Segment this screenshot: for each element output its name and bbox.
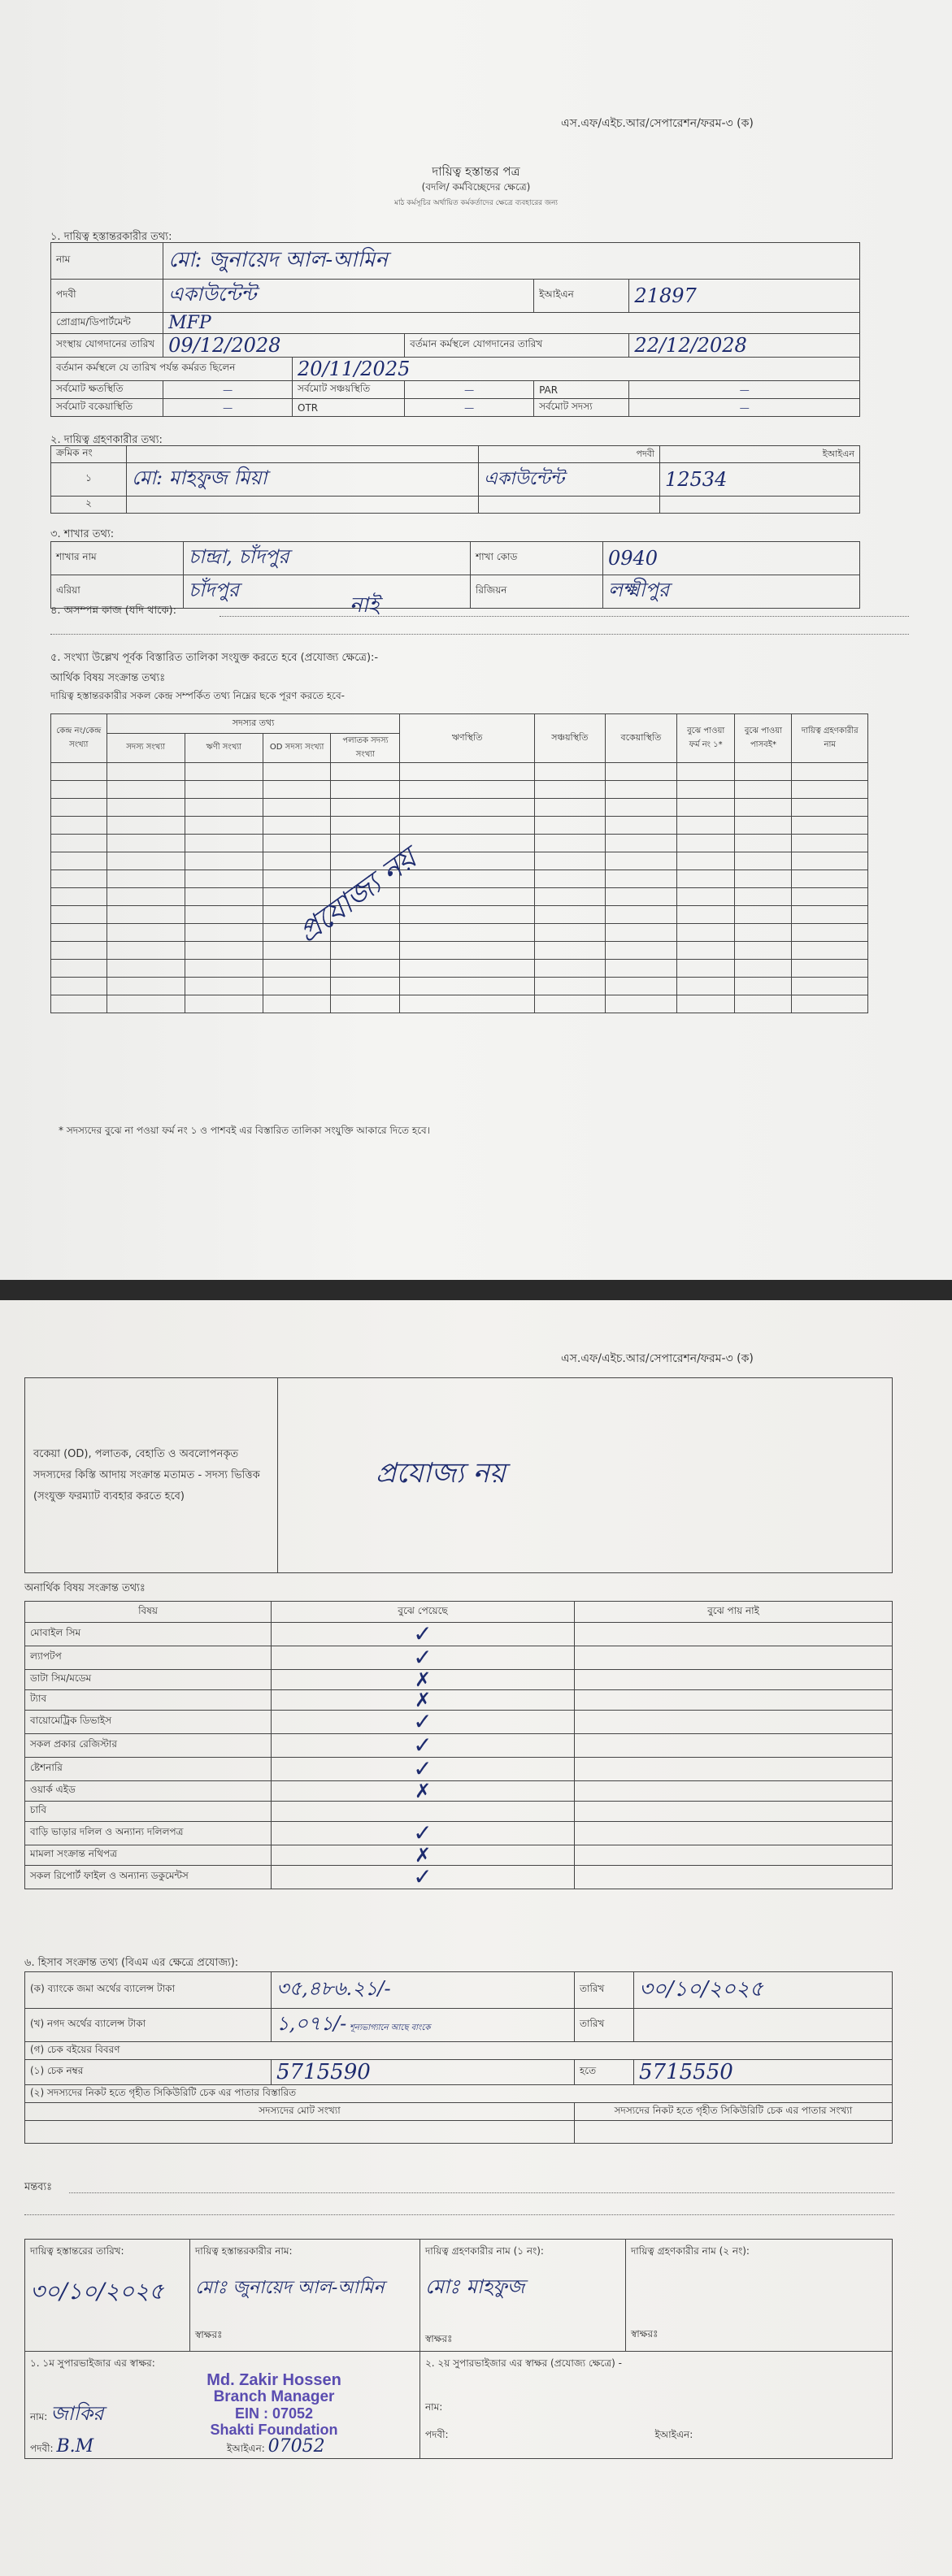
label-total-savings: সর্বমোট সঞ্চয়স্থিতি bbox=[293, 381, 405, 399]
value-par: — bbox=[629, 381, 860, 399]
label-branch-code: শাখা কোড bbox=[471, 542, 603, 575]
label-program: প্রোগ্রাম/ডিপার্টমেন্ট bbox=[51, 313, 163, 334]
handover-date-value: ৩০/১০/২০২৫ bbox=[30, 2278, 164, 2305]
section-6-heading: ৬. হিসাব সংক্রান্ত তথ্য (বিএম এর ক্ষেত্রে প্রযোজ্য): bbox=[24, 1957, 239, 1969]
receiver-1-sign-label: স্বাক্ষরঃ bbox=[425, 2333, 453, 2344]
sup1-designation-label: পদবী: bbox=[30, 2443, 54, 2454]
item-name: বায়োমেট্রিক ডিভাইস bbox=[25, 1711, 272, 1734]
item-name: ওয়ার্ক এইড bbox=[25, 1781, 272, 1802]
cross-icon: ✗ bbox=[272, 1781, 575, 1802]
form-page-1 bbox=[0, 0, 952, 1280]
value-current-join: 22/12/2028 bbox=[629, 334, 860, 358]
comment-label: মন্তব্যঃ bbox=[24, 2181, 53, 2193]
item-name: চাবি bbox=[25, 1802, 272, 1822]
center-row bbox=[51, 942, 868, 960]
handover-giver-table bbox=[50, 242, 860, 417]
value-total-due: — bbox=[163, 399, 293, 417]
value-branch-code: 0940 bbox=[603, 542, 860, 575]
value-area: চাঁদপুর bbox=[184, 575, 471, 609]
col-passbook-received: বুঝে পাওয়া পাসবই* bbox=[735, 714, 792, 763]
label-join-date: সংস্থায় যোগদানের তারিখ bbox=[51, 334, 163, 358]
label-total-due: সর্বমোট বকেয়াস্থিতি bbox=[51, 399, 163, 417]
item-name: ষ্টেশনারি bbox=[25, 1758, 272, 1781]
label-designation: পদবী bbox=[51, 280, 163, 313]
item-row bbox=[25, 1646, 893, 1670]
cross-icon: ✗ bbox=[272, 1845, 575, 1866]
col-member-count: সদস্য সংখ্যা bbox=[107, 734, 185, 763]
receiver-1-value: মোঃ মাহফুজ bbox=[425, 2275, 525, 2298]
item-row bbox=[25, 1734, 893, 1758]
row-1-designation: একাউন্টেন্ট bbox=[479, 463, 660, 497]
label-date: তারিখ bbox=[575, 1972, 634, 2009]
receiver-2-sign-label: স্বাক্ষরঃ bbox=[631, 2328, 659, 2340]
item-name: বাড়ি ভাড়ার দলিল ও অন্যান্য দলিলপত্র bbox=[25, 1822, 272, 1845]
header-ein: ইআইএন bbox=[660, 446, 860, 463]
label-cheque-book: (গ) চেক বইয়ের বিবরণ bbox=[25, 2042, 893, 2060]
value-name: মো: জুনায়েদ আল-আমিন bbox=[163, 243, 860, 280]
value-until: 20/11/2025 bbox=[293, 358, 860, 381]
item-name: সকল রিপোর্ট ফাইল ও অন্যান্য ডকুমেন্টস bbox=[25, 1866, 272, 1889]
center-row bbox=[51, 817, 868, 835]
label-total-loss: সর্বমোট ক্ষতস্থিতি bbox=[51, 381, 163, 399]
handover-receiver-table bbox=[50, 445, 860, 514]
header-not-received: বুঝে পায় নাই bbox=[575, 1602, 893, 1623]
value-bank-balance: ৩৫,৪৮৬.২১/- bbox=[272, 1972, 575, 2009]
header-item: বিষয় bbox=[25, 1602, 272, 1623]
group-member-info: সদস্যর তথ্য bbox=[107, 714, 400, 734]
item-name: মামলা সংক্রান্ত নথিপত্র bbox=[25, 1845, 272, 1866]
od-opinion-label: বকেয়া (OD), পলাতক, বেহাতি ও অবলোপনকৃত সদস্যদের কিস্তি আদায় সংক্রান্ত মতামত - সদস্য ভিত্তিক (সংযুক্ত ফরম্যাট ব্যবহার করতে হবে) bbox=[25, 1378, 278, 1573]
label-security-count: সদস্যদের নিকট হতে গৃহীত সিকিউরিটি চেক এর পাতার সংখ্যা bbox=[575, 2103, 893, 2121]
col-od-count: OD সদস্য সংখ্যা bbox=[263, 734, 331, 763]
label-bank-balance: (ক) ব্যাংকে জমা অর্থের ব্যালেন্স টাকা bbox=[25, 1972, 272, 2009]
item-row bbox=[25, 1711, 893, 1734]
col-loan-balance: ঋণস্থিতি bbox=[400, 714, 534, 763]
label-until: বর্তমান কর্মস্থলে যে তারিখ পর্যন্ত কর্মরত ছিলেন bbox=[51, 358, 293, 381]
giver-cell: দায়িত্ব হস্তান্তরকারীর নাম: মোঃ জুনায়েদ আল-আমিন স্বাক্ষরঃ bbox=[190, 2240, 420, 2352]
accounts-table bbox=[24, 1971, 893, 2144]
value-ein: 21897 bbox=[629, 280, 860, 313]
row-1-ein: 12534 bbox=[660, 463, 860, 497]
label-branch: শাখার নাম bbox=[51, 542, 184, 575]
value-join-date: 09/12/2028 bbox=[163, 334, 405, 358]
section-2-heading: ২. দায়িত্ব গ্রহণকারীর তথ্য: bbox=[50, 434, 163, 446]
center-row bbox=[51, 852, 868, 870]
value-total-loss: — bbox=[163, 381, 293, 399]
label-date-2: তারিখ bbox=[575, 2009, 634, 2042]
item-row bbox=[25, 1781, 893, 1802]
not-applicable-scrawl: প্রযোজ্য নয় bbox=[292, 842, 424, 950]
supervisor-1-cell: ১. ১ম সুপারভাইজার এর স্বাক্ষর: নাম: জাকির পদবী: B.M ইআইএন: 07052 bbox=[25, 2352, 420, 2459]
empty-mark bbox=[272, 1802, 575, 1822]
sup1-ein-label: ইআইএন: bbox=[226, 2443, 265, 2454]
value-total-savings: — bbox=[405, 381, 534, 399]
item-row bbox=[25, 1758, 893, 1781]
item-name: মোবাইল সিম bbox=[25, 1623, 272, 1646]
col-absconded-count: পলাতক সদস্য সংখ্যা bbox=[331, 734, 400, 763]
check-icon: ✓ bbox=[272, 1758, 575, 1781]
center-info-table bbox=[50, 713, 868, 1013]
sup2-ein-label: ইআইএন: bbox=[654, 2429, 693, 2440]
supervisor-2-cell: ২. ২য় সুপারভাইজার এর স্বাক্ষর (প্রযোজ্য ক্ষেত্রে) - নাম: পদবী: ইআইএন: bbox=[420, 2352, 893, 2459]
od-opinion-table bbox=[24, 1377, 893, 1573]
item-name: সকল প্রকার রেজিস্টার bbox=[25, 1734, 272, 1758]
sup1-name-label: নাম: bbox=[30, 2411, 48, 2422]
item-row bbox=[25, 1845, 893, 1866]
value-from: 5715550 bbox=[634, 2060, 893, 2085]
label-from: হতে bbox=[575, 2060, 634, 2085]
center-row bbox=[51, 995, 868, 1013]
form-subtitle-2: মাঠ কর্মসূচির অর্থায়িত কর্মকর্তাদের ক্ষেত্রে ব্যবহারের জন্য bbox=[393, 199, 558, 207]
incomplete-work-value: নাই bbox=[350, 593, 380, 618]
section-3-heading: ৩. শাখার তথ্য: bbox=[50, 528, 115, 540]
row-2-number: ২ bbox=[51, 497, 127, 514]
section-5-heading: ৫. সংখ্যা উল্লেখ পূর্বক বিস্তারিত তালিকা সংযুক্ত করতে হবে (প্রযোজ্য ক্ষেত্রে):- bbox=[50, 652, 379, 664]
check-icon: ✓ bbox=[272, 1734, 575, 1758]
value-cheque-number: 5715590 bbox=[272, 2060, 575, 2085]
item-name: ল্যাপটপ bbox=[25, 1646, 272, 1670]
receiver-1-cell: দায়িত্ব গ্রহণকারীর নাম (১ নং): মোঃ মাহফুজ স্বাক্ষরঃ bbox=[420, 2240, 626, 2352]
form-code: এস.এফ/এইচ.আর/সেপারেশন/ফরম-৩ (ক) bbox=[561, 117, 754, 130]
col-due-balance: বকেয়াস্থিতি bbox=[605, 714, 676, 763]
label-ein: ইআইএন bbox=[534, 280, 629, 313]
value-otr: — bbox=[405, 399, 534, 417]
label-cash-balance: (খ) নগদ অর্থের ব্যালেন্স টাকা bbox=[25, 2009, 272, 2042]
center-row bbox=[51, 781, 868, 799]
center-row bbox=[51, 960, 868, 978]
signature-table bbox=[24, 2239, 893, 2459]
cross-icon: ✗ bbox=[272, 1670, 575, 1690]
label-area: এরিয়া bbox=[51, 575, 184, 609]
value-region: লক্ষ্মীপুর bbox=[603, 575, 860, 609]
label-security-cheque: (২) সদস্যদের নিকট হতে গৃহীত সিকিউরিটি চেক এর পাতার বিস্তারিত bbox=[25, 2085, 893, 2103]
header-received: বুঝে পেয়েছে bbox=[272, 1602, 575, 1623]
sup2-name-label: নাম: bbox=[425, 2401, 443, 2413]
cross-icon: ✗ bbox=[272, 1690, 575, 1711]
label-cheque-number: (১) চেক নম্বর bbox=[25, 2060, 272, 2085]
center-row bbox=[51, 924, 868, 942]
center-row bbox=[51, 763, 868, 781]
value-program: MFP bbox=[163, 313, 860, 334]
label-members-total: সদস্যদের মোট সংখ্যা bbox=[25, 2103, 575, 2121]
check-icon: ✓ bbox=[272, 1822, 575, 1845]
row-1-name: মো: মাহফুজ মিয়া bbox=[127, 463, 479, 497]
sup1-designation-value: B.M bbox=[56, 2436, 94, 2457]
item-name: ট্যাব bbox=[25, 1690, 272, 1711]
check-icon: ✓ bbox=[272, 1711, 575, 1734]
receiver-2-cell: দায়িত্ব গ্রহণকারীর নাম (২ নং): স্বাক্ষরঃ bbox=[626, 2240, 893, 2352]
label-otr: OTR bbox=[293, 399, 405, 417]
form-code-page-2: এস.এফ/এইচ.আর/সেপারেশন/ফরম-৩ (ক) bbox=[561, 1352, 754, 1365]
check-icon: ✓ bbox=[272, 1866, 575, 1889]
item-row bbox=[25, 1623, 893, 1646]
value-date: ৩০/১০/২০২৫ bbox=[634, 1972, 893, 2009]
handover-date-cell: দায়িত্ব হস্তান্তরের তারিখ: ৩০/১০/২০২৫ bbox=[25, 2240, 190, 2352]
financial-subheading: আর্থিক বিষয় সংক্রান্ত তথ্যঃ bbox=[50, 672, 166, 684]
item-row bbox=[25, 1822, 893, 1845]
sup2-designation-label: পদবী: bbox=[425, 2429, 449, 2440]
col-savings-balance: সঞ্চয়স্থিতি bbox=[534, 714, 605, 763]
center-row bbox=[51, 835, 868, 852]
check-icon: ✓ bbox=[272, 1623, 575, 1646]
row-1-number: ১ bbox=[51, 463, 127, 497]
supervisor-stamp: Md. Zakir Hossen Branch Manager EIN : 07052 Shakti Foundation bbox=[206, 2371, 341, 2438]
label-total-members: সর্বমোট সদস্য bbox=[534, 399, 629, 417]
form-subtitle: (বদলি/ কর্মবিচ্ছেদের ক্ষেত্রে) bbox=[421, 181, 531, 193]
center-row bbox=[51, 978, 868, 995]
check-icon: ✓ bbox=[272, 1646, 575, 1670]
center-row bbox=[51, 870, 868, 888]
col-borrower-count: ঋণী সংখ্যা bbox=[185, 734, 263, 763]
footnote: * সদস্যদের বুঝে না পওয়া ফর্ম নং ১ ও পাশবই এর বিস্তারিত তালিকা সংযুক্তি আকারে দিতে হবে। bbox=[59, 1125, 430, 1136]
center-row bbox=[51, 906, 868, 924]
form-title: দায়িত্ব হস্তান্তর পত্র bbox=[432, 164, 520, 179]
giver-name-value: মোঃ জুনায়েদ আল-আমিন bbox=[195, 2278, 385, 2298]
label-name: নাম bbox=[51, 243, 163, 280]
item-row bbox=[25, 1670, 893, 1690]
value-designation: একাউন্টেন্ট bbox=[163, 280, 534, 313]
sup1-name-value: জাকির bbox=[50, 2402, 104, 2425]
label-par: PAR bbox=[534, 381, 629, 399]
value-branch: চান্দ্রা, চাঁদপুর bbox=[184, 542, 471, 575]
item-row bbox=[25, 1802, 893, 1822]
col-receiver-name: দায়িত্ব গ্রহণকারীর নাম bbox=[792, 714, 868, 763]
section-1-heading: ১. দায়িত্ব হস্তান্তরকারীর তথ্য: bbox=[50, 231, 172, 243]
section-4-label: ৪. অসম্পন্ন কাজ (যদি থাকে): bbox=[50, 605, 176, 617]
branch-info-table bbox=[50, 541, 860, 609]
center-row bbox=[51, 888, 868, 906]
item-row bbox=[25, 1690, 893, 1711]
col-form-received: বুঝে পাওয়া ফর্ম নং ১* bbox=[676, 714, 735, 763]
col-center-no: কেন্দ্র নং/কেন্দ্র সংখ্যা bbox=[51, 714, 107, 763]
financial-note: দায়িত্ব হস্তান্তরকারীর সকল কেন্দ্র সম্পর্কিত তথ্য নিম্নের ছকে পূরণ করতে হবে- bbox=[50, 690, 346, 701]
non-financial-table bbox=[24, 1601, 893, 1889]
sup1-ein-value: 07052 bbox=[267, 2436, 325, 2457]
value-total-members: — bbox=[629, 399, 860, 417]
label-region: রিজিয়ন bbox=[471, 575, 603, 609]
header-serial: ক্রমিক নং bbox=[51, 446, 127, 463]
value-cash-balance: ১,০৭১/- শূন্যভাগ্যানে আছে বাংকে bbox=[272, 2009, 575, 2042]
non-financial-heading: অনার্থিক বিষয় সংক্রান্ত তথ্যঃ bbox=[24, 1582, 146, 1594]
label-current-join: বর্তমান কর্মস্থলে যোগদানের তারিখ bbox=[405, 334, 629, 358]
center-row bbox=[51, 799, 868, 817]
item-name: ডাটা সিম/মডেম bbox=[25, 1670, 272, 1690]
header-designation: পদবী bbox=[479, 446, 660, 463]
giver-sign-label: স্বাক্ষরঃ bbox=[195, 2329, 223, 2340]
item-row bbox=[25, 1866, 893, 1889]
form-page-2 bbox=[0, 1300, 952, 2576]
od-opinion-value: প্রযোজ্য নয় bbox=[278, 1378, 893, 1573]
